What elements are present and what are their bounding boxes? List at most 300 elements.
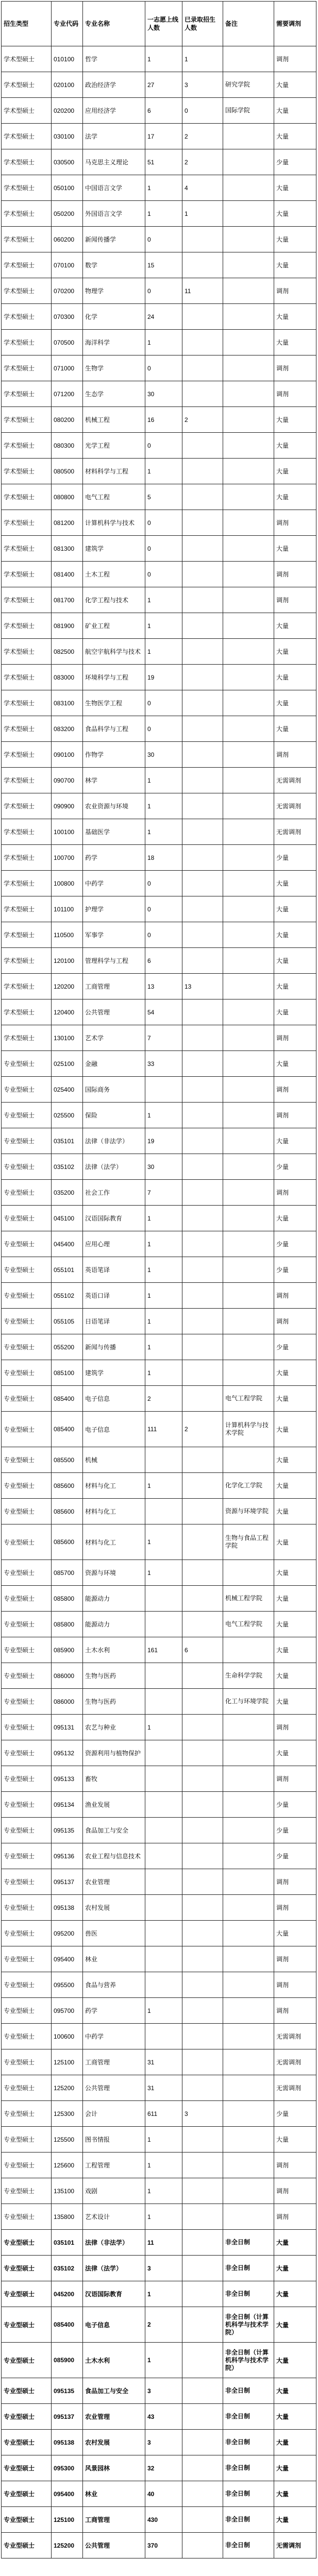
cell-adjustment: 大量	[274, 1524, 316, 1560]
cell-first-choice: 0	[145, 355, 182, 381]
cell-note	[223, 1740, 274, 1766]
cell-adjustment: 调剂	[274, 2204, 316, 2230]
header-adjustment: 需要调剂	[274, 2, 316, 46]
table-row	[2, 1972, 316, 1998]
table-row	[2, 484, 316, 510]
cell-type: 学术型硕士	[2, 124, 52, 149]
table-row	[2, 1766, 316, 1792]
cell-type: 学术型硕士	[2, 665, 52, 690]
cell-type: 学术型硕士	[2, 355, 52, 381]
cell-admitted	[182, 1257, 223, 1283]
cell-admitted	[182, 1895, 223, 1921]
cell-first-choice: 2	[145, 2307, 182, 2343]
table-row	[2, 948, 316, 974]
cell-type: 专业型硕士	[2, 1206, 52, 1231]
table-row	[2, 1283, 316, 1309]
cell-adjustment: 大量	[274, 922, 316, 948]
cell-admitted	[182, 819, 223, 845]
cell-admitted	[182, 2281, 223, 2307]
cell-first-choice: 1	[145, 1283, 182, 1309]
cell-admitted	[182, 1612, 223, 1637]
cell-admitted	[182, 562, 223, 587]
cell-type: 专业型硕士	[2, 1447, 52, 1473]
cell-note	[223, 1360, 274, 1386]
cell-code: 085600	[52, 1499, 83, 1524]
cell-adjustment: 调剂	[274, 381, 316, 407]
cell-major: 生态学	[83, 381, 145, 407]
cell-note: 资源与环境学院	[223, 1499, 274, 1524]
cell-type: 学术型硕士	[2, 974, 52, 999]
cell-type: 专业型硕士	[2, 1792, 52, 1818]
cell-adjustment: 大量	[274, 716, 316, 742]
table-row	[2, 768, 316, 793]
cell-type: 专业型硕士	[2, 1077, 52, 1103]
cell-admitted	[182, 252, 223, 278]
cell-type: 专业型硕士	[2, 1128, 52, 1154]
cell-note	[223, 793, 274, 819]
table-row	[2, 1524, 316, 1560]
cell-code: 082500	[52, 639, 83, 665]
cell-first-choice: 7	[145, 1180, 182, 1206]
cell-adjustment: 调剂	[274, 742, 316, 768]
cell-code: 125200	[52, 2533, 83, 2558]
table-row	[2, 1128, 316, 1154]
cell-note	[223, 2127, 274, 2153]
cell-first-choice	[145, 1946, 182, 1972]
cell-major: 金融	[83, 1051, 145, 1077]
table-row	[2, 1334, 316, 1360]
cell-first-choice: 1	[145, 330, 182, 355]
cell-major: 兽医	[83, 1921, 145, 1946]
cell-admitted	[182, 639, 223, 665]
cell-code: 080500	[52, 459, 83, 484]
cell-type: 专业型硕士	[2, 1154, 52, 1180]
cell-first-choice	[145, 1740, 182, 1766]
cell-note	[223, 716, 274, 742]
cell-major: 土木水利	[83, 2343, 145, 2378]
cell-adjustment: 无需调剂	[274, 2024, 316, 2049]
cell-admitted	[182, 1386, 223, 1412]
cell-first-choice	[145, 1818, 182, 1843]
cell-major: 法律（法学）	[83, 1154, 145, 1180]
cell-code: 055101	[52, 1257, 83, 1283]
cell-admitted	[182, 1231, 223, 1257]
cell-code: 035200	[52, 1180, 83, 1206]
table-row	[2, 1869, 316, 1895]
cell-admitted	[182, 1334, 223, 1360]
cell-note	[223, 587, 274, 613]
cell-adjustment: 大量	[274, 433, 316, 459]
header-major: 专业名称	[83, 2, 145, 46]
cell-note	[223, 1869, 274, 1895]
cell-code: 125600	[52, 2153, 83, 2178]
cell-admitted	[182, 768, 223, 793]
cell-adjustment: 大量	[274, 871, 316, 896]
cell-type: 学术型硕士	[2, 845, 52, 871]
cell-first-choice: 31	[145, 2075, 182, 2101]
cell-note: 非全日制	[223, 2256, 274, 2281]
cell-adjustment: 大量	[274, 1447, 316, 1473]
cell-major: 工商管理	[83, 2507, 145, 2533]
cell-code: 100700	[52, 845, 83, 871]
cell-code: 085700	[52, 1560, 83, 1586]
table-row	[2, 510, 316, 536]
table-row	[2, 2101, 316, 2127]
table-row	[2, 1663, 316, 1689]
cell-first-choice: 0	[145, 510, 182, 536]
cell-code: 090700	[52, 768, 83, 793]
cell-admitted	[182, 999, 223, 1025]
cell-adjustment: 大量	[274, 98, 316, 124]
cell-adjustment: 大量	[274, 1921, 316, 1946]
cell-admitted: 0	[182, 98, 223, 124]
cell-type: 专业型硕士	[2, 1843, 52, 1869]
table-row	[2, 2404, 316, 2430]
cell-admitted	[182, 1843, 223, 1869]
cell-adjustment: 大量	[274, 2230, 316, 2256]
cell-note	[223, 1128, 274, 1154]
cell-admitted	[182, 2256, 223, 2281]
cell-adjustment: 少量	[274, 1818, 316, 1843]
table-row	[2, 355, 316, 381]
cell-major: 建筑学	[83, 536, 145, 562]
table-row	[2, 1560, 316, 1586]
cell-type: 专业型硕士	[2, 1766, 52, 1792]
cell-note	[223, 1103, 274, 1128]
cell-major: 资源与环境	[83, 1560, 145, 1586]
cell-type: 专业型硕士	[2, 2024, 52, 2049]
cell-first-choice: 30	[145, 742, 182, 768]
cell-admitted	[182, 2127, 223, 2153]
cell-first-choice: 1	[145, 1524, 182, 1560]
cell-code: 030500	[52, 149, 83, 175]
cell-type: 专业型硕士	[2, 2204, 52, 2230]
cell-first-choice: 1	[145, 1560, 182, 1586]
cell-code: 085900	[52, 2343, 83, 2378]
cell-note	[223, 1206, 274, 1231]
cell-adjustment: 大量	[274, 2281, 316, 2307]
cell-type: 学术型硕士	[2, 639, 52, 665]
table-row	[2, 536, 316, 562]
cell-adjustment: 少量	[274, 845, 316, 871]
cell-major: 药学	[83, 1998, 145, 2024]
cell-admitted	[182, 742, 223, 768]
cell-type: 专业型硕士	[2, 1412, 52, 1447]
cell-note	[223, 1154, 274, 1180]
cell-major: 戏剧	[83, 2178, 145, 2204]
cell-major: 农村发展	[83, 2430, 145, 2455]
cell-admitted	[182, 1283, 223, 1309]
cell-note	[223, 2204, 274, 2230]
cell-adjustment: 调剂	[274, 355, 316, 381]
cell-first-choice	[145, 2024, 182, 2049]
cell-adjustment: 大量	[274, 1051, 316, 1077]
cell-first-choice: 54	[145, 999, 182, 1025]
table-row	[2, 1637, 316, 1663]
cell-code: 095135	[52, 2378, 83, 2404]
cell-note	[223, 665, 274, 690]
cell-admitted	[182, 1818, 223, 1843]
cell-major: 材料与化工	[83, 1499, 145, 1524]
table-row	[2, 922, 316, 948]
cell-adjustment: 少量	[274, 149, 316, 175]
cell-first-choice: 33	[145, 1051, 182, 1077]
cell-type: 学术型硕士	[2, 716, 52, 742]
cell-admitted	[182, 1077, 223, 1103]
cell-code: 085600	[52, 1524, 83, 1560]
cell-type: 学术型硕士	[2, 72, 52, 98]
cell-note	[223, 1792, 274, 1818]
header-type: 招生类型	[2, 2, 52, 46]
cell-major: 工商管理	[83, 974, 145, 999]
table-row	[2, 2256, 316, 2281]
cell-code: 045100	[52, 1206, 83, 1231]
cell-major: 艺术设计	[83, 2204, 145, 2230]
cell-code: 090900	[52, 793, 83, 819]
cell-adjustment: 大量	[274, 1663, 316, 1689]
cell-adjustment: 调剂	[274, 1946, 316, 1972]
cell-code: 035102	[52, 2256, 83, 2281]
cell-major: 环境科学与工程	[83, 665, 145, 690]
cell-first-choice: 1	[145, 793, 182, 819]
cell-type: 专业型硕士	[2, 2230, 52, 2256]
cell-first-choice: 1	[145, 2343, 182, 2378]
cell-first-choice: 1	[145, 2281, 182, 2307]
cell-type: 专业型硕士	[2, 2256, 52, 2281]
cell-note	[223, 459, 274, 484]
cell-first-choice: 0	[145, 227, 182, 252]
cell-code: 025400	[52, 1077, 83, 1103]
cell-major: 电子信息	[83, 2307, 145, 2343]
cell-first-choice	[145, 1869, 182, 1895]
cell-code: 085400	[52, 1386, 83, 1412]
cell-first-choice: 1	[145, 639, 182, 665]
cell-code: 100600	[52, 2024, 83, 2049]
table-row	[2, 2507, 316, 2533]
cell-note	[223, 690, 274, 716]
table-row	[2, 252, 316, 278]
cell-note	[223, 1231, 274, 1257]
cell-adjustment: 无需调剂	[274, 2049, 316, 2075]
cell-type: 专业型硕士	[2, 2455, 52, 2481]
table-row	[2, 2230, 316, 2256]
cell-major: 中国语言文学	[83, 175, 145, 201]
cell-code: 135800	[52, 2204, 83, 2230]
cell-type: 学术型硕士	[2, 227, 52, 252]
cell-code: 030100	[52, 124, 83, 149]
cell-adjustment: 大量	[274, 407, 316, 433]
cell-admitted	[182, 355, 223, 381]
cell-adjustment: 大量	[274, 1206, 316, 1231]
cell-type: 学术型硕士	[2, 948, 52, 974]
cell-code: 085400	[52, 2307, 83, 2343]
cell-type: 专业型硕士	[2, 1663, 52, 1689]
cell-admitted	[182, 2378, 223, 2404]
table-row	[2, 2281, 316, 2307]
cell-adjustment: 大量	[274, 974, 316, 999]
cell-admitted	[182, 922, 223, 948]
cell-adjustment: 大量	[274, 227, 316, 252]
cell-code: 100100	[52, 819, 83, 845]
cell-note: 生命科学学院	[223, 1663, 274, 1689]
cell-note	[223, 1025, 274, 1051]
cell-code: 120400	[52, 999, 83, 1025]
cell-note	[223, 1334, 274, 1360]
table-row	[2, 1740, 316, 1766]
cell-major: 药学	[83, 845, 145, 871]
cell-note: 生物与食品工程学院	[223, 1524, 274, 1560]
cell-major: 工程管理	[83, 2153, 145, 2178]
cell-adjustment: 无需调剂	[274, 793, 316, 819]
cell-adjustment: 调剂	[274, 2153, 316, 2178]
cell-type: 学术型硕士	[2, 999, 52, 1025]
cell-admitted	[182, 793, 223, 819]
cell-note	[223, 1766, 274, 1792]
cell-first-choice: 1	[145, 1309, 182, 1334]
cell-adjustment: 调剂	[274, 1283, 316, 1309]
cell-admitted: 2	[182, 1412, 223, 1447]
table-row	[2, 330, 316, 355]
cell-adjustment: 无需调剂	[274, 768, 316, 793]
cell-note	[223, 1843, 274, 1869]
cell-first-choice: 0	[145, 896, 182, 922]
cell-note	[223, 562, 274, 587]
table-row	[2, 1921, 316, 1946]
cell-admitted: 6	[182, 1637, 223, 1663]
cell-adjustment: 少量	[274, 1334, 316, 1360]
table-row	[2, 1895, 316, 1921]
cell-admitted	[182, 2024, 223, 2049]
cell-first-choice: 30	[145, 1154, 182, 1180]
table-row	[2, 1309, 316, 1334]
cell-adjustment: 大量	[274, 304, 316, 330]
cell-admitted	[182, 1025, 223, 1051]
cell-major: 公共管理	[83, 2533, 145, 2558]
cell-note: 国际学院	[223, 98, 274, 124]
cell-note: 化学化工学院	[223, 1473, 274, 1499]
cell-code: 125200	[52, 2075, 83, 2101]
table-row	[2, 1499, 316, 1524]
cell-major: 英语笔译	[83, 1257, 145, 1283]
cell-adjustment: 调剂	[274, 1715, 316, 1740]
cell-first-choice	[145, 1077, 182, 1103]
table-row	[2, 716, 316, 742]
table-row	[2, 1586, 316, 1612]
cell-admitted	[182, 1715, 223, 1740]
cell-first-choice: 1	[145, 819, 182, 845]
cell-admitted	[182, 1869, 223, 1895]
cell-type: 学术型硕士	[2, 562, 52, 587]
cell-major: 军事学	[83, 922, 145, 948]
cell-type: 专业型硕士	[2, 1715, 52, 1740]
cell-note	[223, 1895, 274, 1921]
cell-first-choice: 0	[145, 871, 182, 896]
cell-major: 农业管理	[83, 1869, 145, 1895]
cell-admitted	[182, 330, 223, 355]
table-row	[2, 793, 316, 819]
cell-major: 社会工作	[83, 1180, 145, 1206]
cell-first-choice: 0	[145, 716, 182, 742]
cell-adjustment: 少量	[274, 1231, 316, 1257]
cell-admitted: 2	[182, 407, 223, 433]
cell-first-choice: 19	[145, 665, 182, 690]
cell-type: 专业型硕士	[2, 1309, 52, 1334]
cell-type: 学术型硕士	[2, 407, 52, 433]
table-row	[2, 407, 316, 433]
cell-first-choice: 1	[145, 175, 182, 201]
cell-note	[223, 896, 274, 922]
cell-note	[223, 1257, 274, 1283]
cell-adjustment: 大量	[274, 2343, 316, 2378]
cell-admitted	[182, 1154, 223, 1180]
cell-major: 会计	[83, 2101, 145, 2127]
cell-major: 中药学	[83, 871, 145, 896]
cell-admitted	[182, 587, 223, 613]
cell-admitted	[182, 1740, 223, 1766]
cell-major: 保险	[83, 1103, 145, 1128]
cell-admitted	[182, 2230, 223, 2256]
cell-code: 025500	[52, 1103, 83, 1128]
cell-type: 专业型硕士	[2, 1257, 52, 1283]
cell-type: 专业型硕士	[2, 2178, 52, 2204]
cell-adjustment: 大量	[274, 2481, 316, 2507]
cell-admitted	[182, 433, 223, 459]
table-row	[2, 1612, 316, 1637]
cell-code: 081300	[52, 536, 83, 562]
cell-major: 土木水利	[83, 1637, 145, 1663]
cell-note	[223, 407, 274, 433]
cell-major: 汉语国际教育	[83, 1206, 145, 1231]
cell-code: 085100	[52, 1360, 83, 1386]
cell-code: 095138	[52, 1895, 83, 1921]
cell-major: 国际商务	[83, 1077, 145, 1103]
cell-admitted: 1	[182, 46, 223, 72]
table-row	[2, 2307, 316, 2343]
table-row	[2, 819, 316, 845]
cell-type: 专业型硕士	[2, 1103, 52, 1128]
table-row	[2, 845, 316, 871]
cell-type: 学术型硕士	[2, 175, 52, 201]
cell-type: 专业型硕士	[2, 1386, 52, 1412]
cell-admitted	[182, 896, 223, 922]
cell-major: 物理学	[83, 278, 145, 304]
cell-adjustment: 调剂	[274, 562, 316, 587]
cell-first-choice: 1	[145, 1360, 182, 1386]
table-row	[2, 1257, 316, 1283]
cell-first-choice: 1	[145, 2204, 182, 2230]
cell-adjustment: 少量	[274, 2101, 316, 2127]
cell-note	[223, 1921, 274, 1946]
cell-code: 055105	[52, 1309, 83, 1334]
cell-code: 083000	[52, 665, 83, 690]
cell-adjustment: 调剂	[274, 1180, 316, 1206]
cell-code: 095134	[52, 1792, 83, 1818]
cell-adjustment: 调剂	[274, 1766, 316, 1792]
table-row	[2, 1386, 316, 1412]
cell-type: 学术型硕士	[2, 922, 52, 948]
table-row	[2, 1447, 316, 1473]
cell-note	[223, 1972, 274, 1998]
cell-code: 081200	[52, 510, 83, 536]
cell-type: 专业型硕士	[2, 1740, 52, 1766]
table-row	[2, 278, 316, 304]
cell-type: 学术型硕士	[2, 536, 52, 562]
cell-type: 专业型硕士	[2, 1524, 52, 1560]
cell-note	[223, 2024, 274, 2049]
table-row	[2, 381, 316, 407]
cell-note	[223, 433, 274, 459]
table-row	[2, 459, 316, 484]
